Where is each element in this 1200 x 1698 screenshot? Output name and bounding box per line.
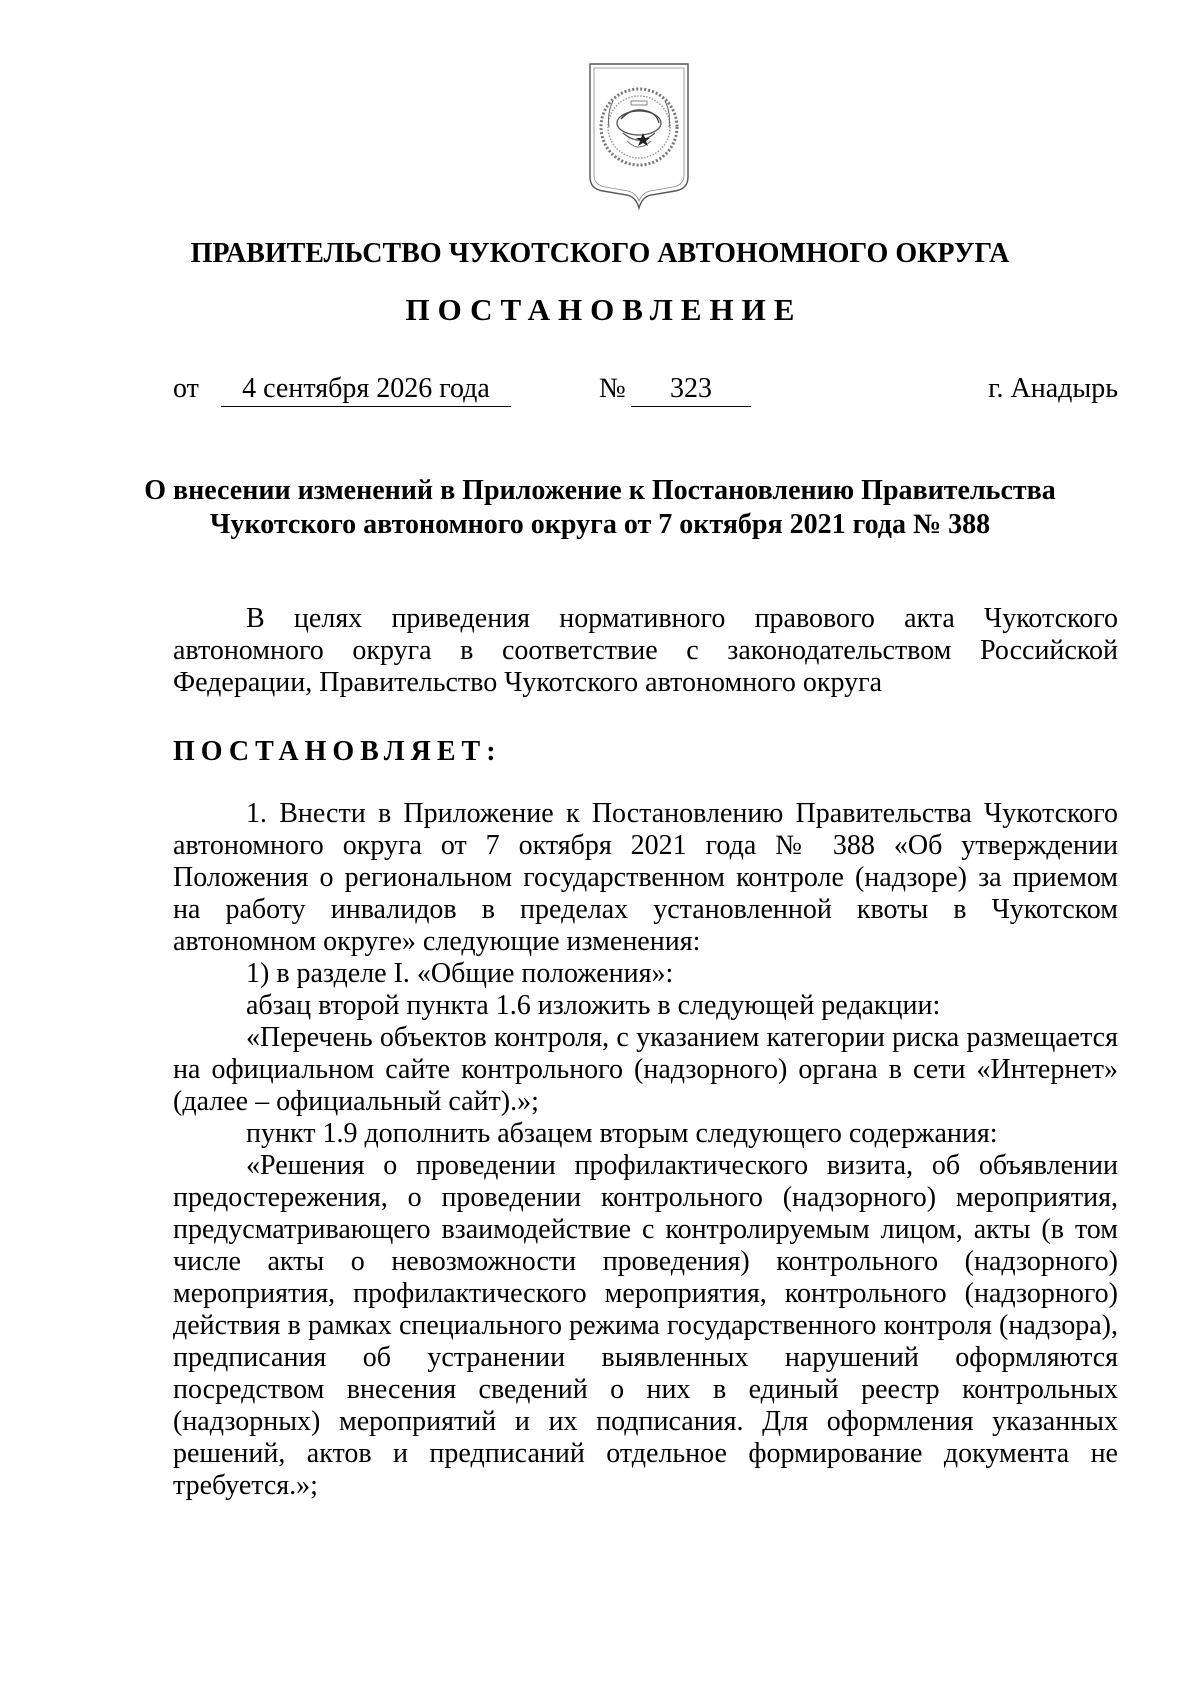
document-subject (0, 474, 1200, 542)
date-prefix-label: от (173, 373, 199, 404)
body-block (173, 798, 1118, 1502)
document-number: 323 (631, 373, 751, 407)
body-paragraph-4: «Перечень объектов контроля, с указанием категории риска размещается на официальном сайте контрольного (надзорного) органа в сети «Интернет» (далее – официальный сайт).»; (173, 1022, 1118, 1117)
coat-of-arms-emblem (587, 61, 691, 211)
body-paragraph-2: 1) в разделе I. «Общие положения»: (246, 958, 674, 989)
number-sign-label: № (599, 373, 626, 404)
body-paragraph-6: «Решения о проведении профилактического визита, об объявлении предостережения, о проведении контрольного (надзорного) мероприятия, предусматривающего взаимодействие с контролируемым лицом, акты (в том числе акты о невозможности проведения) контрольного (надзорного) мероприятия, профилактического мероприятия, контрольного (надзорного) действия в рамках специального режима государственного контроля (надзора), предписания об устранении выявленных нарушений оформляются посредством внесения сведений о них в единый реестр контрольных (надзорных) мероприятий и их подписания. Для оформления указанных решений, актов и предписаний отдельное формирование документа не требуется.»; (173, 1150, 1118, 1501)
body-paragraph-3: абзац второй пункта 1.6 изложить в следующей редакции: (246, 990, 941, 1021)
government-title: ПРАВИТЕЛЬСТВО ЧУКОТСКОГО АВТОНОМНОГО ОКРУГА (190, 238, 1010, 269)
body-paragraph-5: пункт 1.9 дополнить абзацем вторым следующего содержания: (246, 1118, 998, 1149)
document-type-title: ПОСТАНОВЛЕНИЕ (405, 292, 803, 327)
document-city: г. Анадырь (988, 373, 1118, 404)
subject-line-2: Чукотского автономного округа от 7 октября 2021 года № 388 (209, 509, 991, 540)
document-date: 4 сентября 2026 года (221, 373, 511, 407)
document-meta-row (173, 373, 1118, 407)
decree-verb: ПОСТАНОВЛЯЕТ: (173, 736, 502, 767)
subject-line-1: О внесении изменений в Приложение к Постановлению Правительства (144, 475, 1056, 506)
preamble-block (173, 603, 1118, 699)
preamble-paragraph: В целях приведения нормативного правового акта Чукотского автономного округа в соответствие с законодательством Российской Федерации, Правительство Чукотского автономного округа (173, 603, 1118, 698)
body-paragraph-1: 1. Внести в Приложение к Постановлению Правительства Чукотского автономного округа от 7 октября 2021 года № 388 «Об утверждении Положения о региональном государственном контроле (надзоре) за приемом на работу инвалидов в пределах установленной квоты в Чукотском автономном округе» следующие изменения: (173, 798, 1118, 957)
